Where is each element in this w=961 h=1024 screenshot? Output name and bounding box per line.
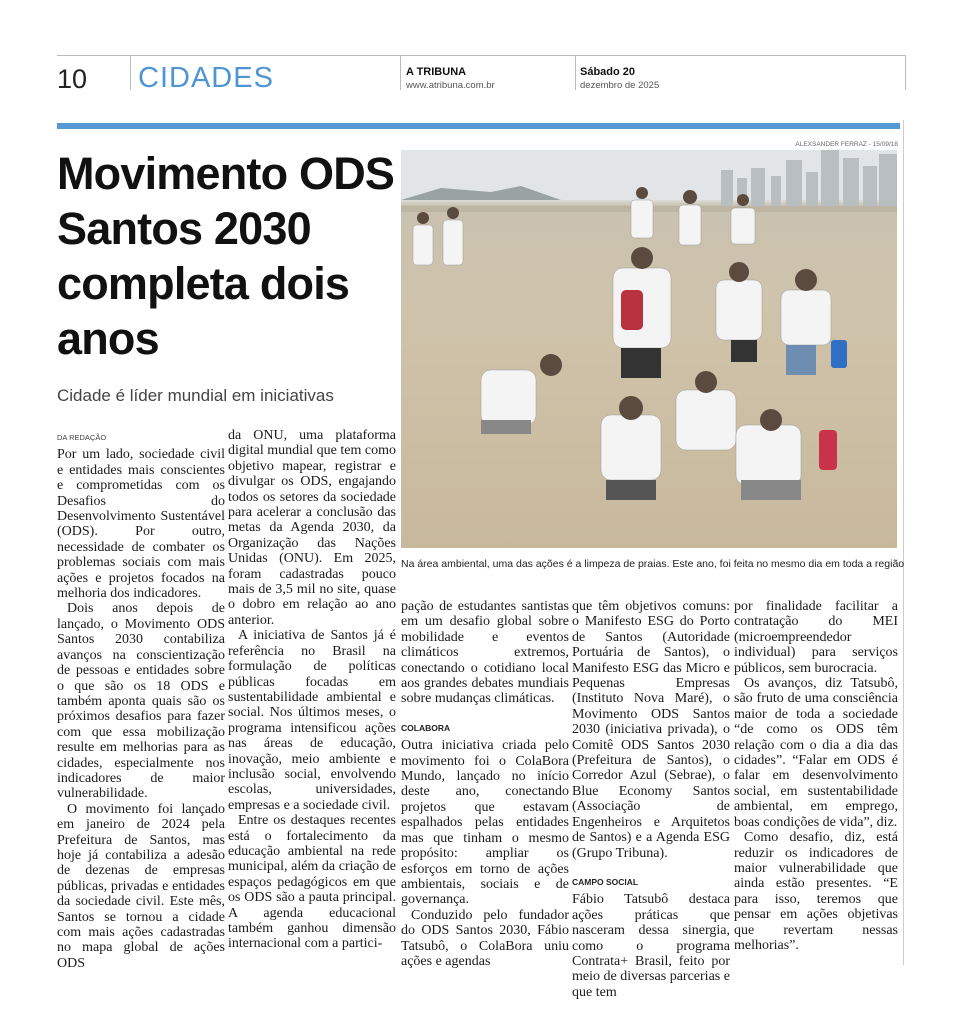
issue-date xyxy=(580,66,659,91)
article-paragraph: por finalidade facilitar a contratação do MEI (microempreendedor individual) para serviços públicos, sem burocracia. xyxy=(734,599,898,676)
article-paragraph: Entre os destaques recentes está o fortalecimento da educação ambiental na rede municipal, além da criação de espaços pedagógicos em que os ODS são a pauta principal. A agenda educacional também ganhou dimensão internacional com a partici- xyxy=(228,813,396,952)
issue-weekday-date: Sábado 20 xyxy=(580,66,636,78)
article-paragraph: que têm objetivos comuns: o Manifesto ESG do Porto de Santos (Autoridade Portuária de Santos), o Manifesto ESG das Micro e Pequenas Empresas (Instituto Nova Maré), o Movimento ODS Santos 2030 (iniciativa privada), o Comitê ODS Santos 2030 (Prefeitura de Santos), o Corredor Azul (Sebrae), o Blue Economy Santos (Associação de Engenheiros e Arquitetos de Santos) e a Agenda ESG (Grupo Tribuna). xyxy=(572,599,730,861)
article-paragraph: da ONU, uma plataforma digital mundial que tem como objetivo mapear, registrar e divulgar os ODS, engajando todos os setores da sociedade para acelerar a conclusão das metas da Agenda 2030, da Organização das Nações Unidas (ONU). Em 2025, foram cadastradas pouco mais de 3,5 mil no site, quase o dobro em relação ao ano anterior. xyxy=(228,428,396,628)
article-column-2 xyxy=(228,428,396,952)
publication-info xyxy=(406,66,495,91)
beach-cleanup-illustration xyxy=(401,150,897,548)
article-paragraph: Conduzido pelo fundador do ODS Santos 2030, Fábio Tatsubô, o ColaBora uniu ações e agendas xyxy=(401,907,569,969)
article-paragraph: Fábio Tatsubô destaca ações práticas que nasceram dessa sinergia, como o programa Contrata+ Brasil, feito por meio de diversas parcerias e que tem xyxy=(572,892,730,1000)
section-title: CIDADES xyxy=(138,62,274,94)
article-paragraph: Outra iniciativa criada pelo movimento foi o ColaBora Mundo, lançado no início deste ano, conectando projetos que estavam espalhados pelas entidades mas que tinham o mesmo propósito: ampliar os esforços em torno de ações ambientais, sociais e de governança. xyxy=(401,738,569,908)
header-divider xyxy=(400,56,401,90)
photo-caption: Na área ambiental, uma das ações é a limpeza de praias. Este ano, foi feita no mesmo dia em toda a região xyxy=(401,558,905,570)
byline: DA REDAÇÃO xyxy=(57,433,107,442)
page-right-rule xyxy=(903,120,904,965)
article-column-3 xyxy=(401,599,569,969)
header-right-rule xyxy=(905,55,906,90)
article-paragraph: Por um lado, sociedade civil e entidades mais conscientes e comprometidas com os Desafios do Desenvolvimento Sustentável (ODS). Por outro, necessidade de combater os problemas sociais com mais ações e projetos focados na melhoria dos indicadores. xyxy=(57,447,225,602)
article-column-5 xyxy=(734,599,898,953)
publication-name: A TRIBUNA xyxy=(406,66,467,78)
issue-month-year: dezembro de 2025 xyxy=(580,80,660,91)
people xyxy=(413,187,847,500)
photo-credit: ALEXSANDER FERRAZ - 15/09/18 xyxy=(795,141,898,148)
article-paragraph: pação de estudantes santistas em um desafio global sobre mobilidade e eventos climáticos extremos, conectando o cotidiano local aos grandes debates mundiais sobre mudanças climáticas. xyxy=(401,599,569,707)
header-divider xyxy=(130,56,131,90)
article-photo-beach-cleanup xyxy=(401,150,897,548)
article-paragraph: A iniciativa de Santos já é referência no Brasil na formulação de políticas públicas focadas em sustentabilidade ambiental e social. Nos últimos meses, o programa intensificou ações nas áreas de educação, inovação, meio ambiente e inclusão social, envolvendo escolas, universidades, empresas e a sociedade civil. xyxy=(228,628,396,813)
publication-website: www.atribuna.com.br xyxy=(406,80,495,91)
article-paragraph: Dois anos depois de lançado, o Movimento ODS Santos 2030 contabiliza avanços na conscientização de pessoas e entidades sobre o que são os 18 ODS e também aponta quais são os próximos desafios para fazer com que essa mobilização resulte em melhorias para as cidades, especialmente nos indicadores de maior vulnerabilidade. xyxy=(57,601,225,802)
page-number: 10 xyxy=(57,64,88,94)
subhead-campo-social: CAMPO SOCIAL xyxy=(572,876,639,887)
article-paragraph: O movimento foi lançado em janeiro de 2024 pela Prefeitura de Santos, mas hoje já contabiliza a adesão de dezenas de empresas públicas, privadas e entidades da sociedade civil. Este mês, Santos se tornou a cidade com mais ações cadastradas no mapa global de ações ODS xyxy=(57,801,225,971)
article-paragraph: Os avanços, diz Tatsubô, são fruto de uma consciência maior de toda a sociedade “de como os ODS têm relação com o dia a dia das cidades”. “Falar em ODS é falar em desenvolvimento social, em sustentabilidade ambiental, em emprego, boas condições de vida”, diz. xyxy=(734,676,898,830)
article-headline: Movimento ODS Santos 2030 completa dois anos xyxy=(57,148,395,364)
subhead-colabora: COLABORA xyxy=(401,722,451,733)
article-paragraph: Como desafio, diz, está reduzir os indicadores de maior vulnerabilidade que ainda estão presentes. “E para isso, teremos que pensar em ações objetivas que revertam nessas melhorias”. xyxy=(734,830,898,953)
article-subtitle: Cidade é líder mundial em iniciativas xyxy=(57,386,334,405)
section-accent-bar xyxy=(57,123,900,129)
article-column-4 xyxy=(572,599,730,1000)
top-rule xyxy=(57,55,905,56)
article-column-1 xyxy=(57,430,225,971)
header-divider xyxy=(575,56,576,90)
